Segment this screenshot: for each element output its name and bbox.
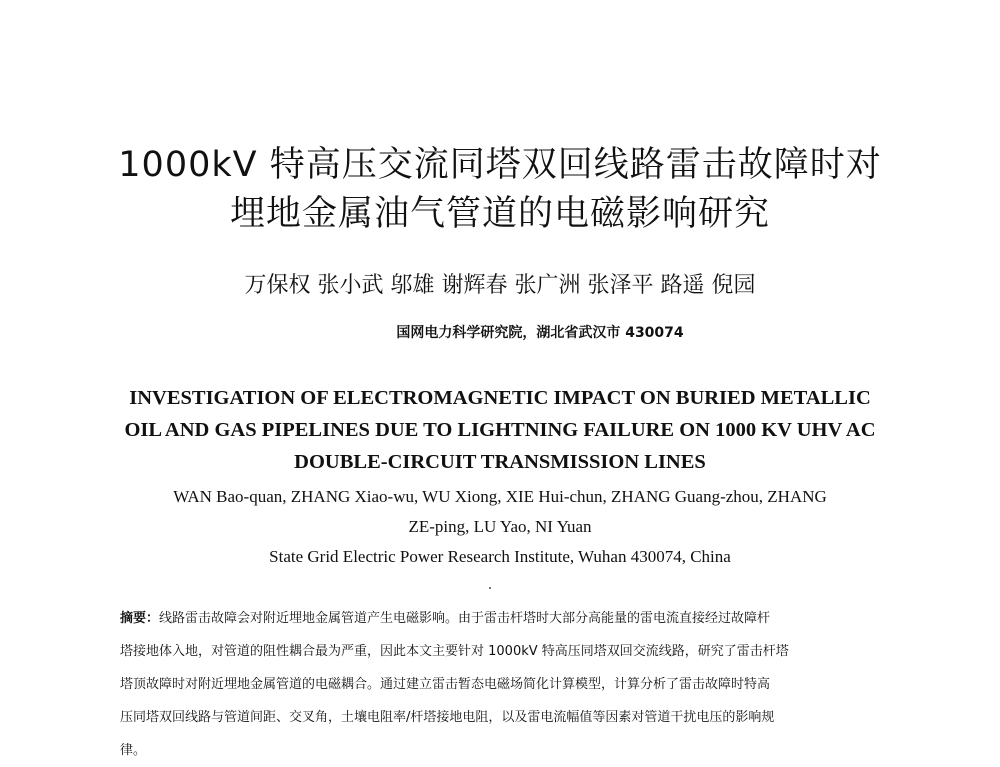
abstract-label: 摘要：: [120, 611, 160, 626]
english-title-line-1: INVESTIGATION OF ELECTROMAGNETIC IMPACT ON BURIED METALLIC: [129, 387, 871, 409]
english-affiliation: State Grid Electric Power Research Institute, Wuhan 430074, China: [269, 547, 731, 566]
abstract: [120, 602, 890, 767]
abstract-line-4: 压同塔双回线路与管道间距、交叉角，土壤电阻率/杆塔接地电阻，以及雷电流幅值等因素对管道干扰电压的影响规: [120, 710, 775, 725]
chinese-affiliation: 国网电力科学研究院，湖北省武汉市 430074: [396, 325, 684, 341]
english-authors-line-1: WAN Bao-quan, ZHANG Xiao-wu, WU Xiong, XIE Hui-chun, ZHANG Guang-zhou, ZHANG: [173, 487, 827, 506]
abstract-text-1: 线路雷击故障会对附近埋地金属管道产生电磁影响。由于雷击杆塔时大部分高能量的雷电流直接经过故障杆: [159, 611, 771, 626]
speck-mark: [489, 587, 491, 589]
english-title-line-2: OIL AND GAS PIPELINES DUE TO LIGHTNING FAILURE ON 1000 KV UHV AC: [124, 419, 876, 441]
chinese-title-line-1: 1000kV 特高压交流同塔双回线路雷击故障时对: [118, 145, 882, 185]
abstract-line-2: 塔接地体入地，对管道的阻性耦合最为严重，因此本文主要针对 1000kV 特高压同塔双回交流线路，研究了雷击杆塔: [120, 644, 789, 659]
english-title: [90, 382, 910, 478]
abstract-line-5: 律。: [120, 743, 147, 758]
abstract-line-3: 塔顶故障时对附近埋地金属管道的电磁耦合。通过建立雷击暂态电磁场简化计算模型，计算分析了雷击故障时特高: [120, 677, 771, 692]
english-title-line-3: DOUBLE-CIRCUIT TRANSMISSION LINES: [294, 451, 706, 473]
english-authors-line-2: ZE-ping, LU Yao, NI Yuan: [408, 517, 592, 536]
chinese-authors: 万保权 张小武 邬雄 谢辉春 张广洲 张泽平 路遥 倪园: [244, 273, 756, 298]
abstract-line-1: [120, 602, 890, 635]
english-authors: [130, 482, 870, 542]
chinese-title-line-2: 埋地金属油气管道的电磁影响研究: [229, 194, 770, 234]
